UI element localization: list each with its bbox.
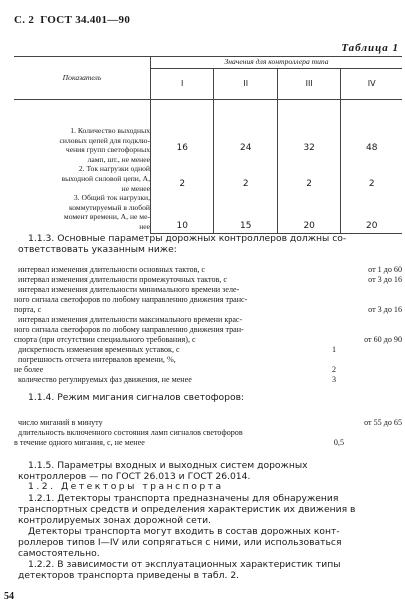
- parameter-item: длительность включенного состояния ламп сигналов светофоров в течение одного мигания, с, не менее 0,5: [14, 428, 344, 447]
- parameters-table: [14, 56, 402, 234]
- table-group-header: Значения для контроллера типа: [151, 57, 403, 69]
- table-cell: 16: [151, 100, 214, 165]
- table-row-label: 3. Общий ток нагрузки, коммутируемый в любой момент времени, А, не ме- нее: [63, 193, 150, 231]
- parameter-item: погрешность отсчета интервалов времени, %, не более 2: [14, 355, 336, 374]
- table-cell: 32: [277, 100, 340, 165]
- page-number: 54: [4, 591, 14, 602]
- table-cell: 15: [214, 193, 277, 233]
- standard-id: ГОСТ 34.401—90: [40, 14, 131, 26]
- parameter-item: число миганий в минуту от 55 до 65: [18, 418, 402, 427]
- table-row-label: 2. Ток нагрузки одной выходной силовой цепи, А, не менее: [61, 164, 150, 193]
- table-row-label: 1. Количество выходных силовых цепей для подклю- чения групп светофорных ламп, шт., не менее: [59, 126, 150, 164]
- table-cell: 20: [341, 193, 402, 233]
- type-header: III: [277, 69, 340, 100]
- table-cell: 2: [341, 164, 402, 193]
- parameter-item: интервал изменения длительности максимального времени крас- ного сигнала светофоров по любому направлению движения тран- спорта (при отсутствии специального требования), с от 60 до 90: [14, 315, 402, 344]
- section-1-1-4-intro: 1.1.4. Режим мигания сигналов светофоров:: [28, 392, 245, 403]
- parameter-item: количество регулируемых фаз движения, не менее 3: [18, 375, 336, 384]
- table-cell: 24: [214, 100, 277, 165]
- parameter-item: интервал изменения длительности основных тактов, с от 1 до 60: [18, 265, 402, 274]
- table-cell: 2: [151, 164, 214, 193]
- table-cell: 10: [151, 193, 214, 233]
- section-1-1-5: 1.1.5. Параметры входных и выходных систем дорожных контроллеров — по ГОСТ 26.013 и ГОСТ 26.014.: [18, 460, 308, 482]
- section-1-2-1: 1.2.1. Детекторы транспорта предназначены для обнаружения транспортных средств и определения характеристик их движения в контролируемых зонах дорожной сети.: [18, 493, 356, 526]
- type-header: I: [151, 69, 214, 100]
- section-1-2-heading: 1.2. Детекторы транспорта: [28, 481, 224, 492]
- parameter-item: дискретность изменения временных уставок, с 1: [18, 345, 336, 354]
- section-1-2-2: 1.2.2. В зависимости от эксплуатационных характеристик типы детекторов транспорта приведены в табл. 2.: [18, 559, 341, 581]
- page-header: [14, 14, 130, 26]
- table-cell: 48: [341, 100, 402, 165]
- table-cell: 2: [214, 164, 277, 193]
- parameter-item: интервал изменения длительности минимального времени зеле- ного сигнала светофоров по любому направлению движения транс- порта, с от 3 до 16: [14, 285, 402, 314]
- type-header: II: [214, 69, 277, 100]
- table-caption: Таблица 1: [341, 42, 399, 54]
- section-1-2-1-p2: Детекторы транспорта могут входить в состав дорожных конт- роллеров типов I—IV или сопрягаться с ними, или использоваться самостоятельно.: [18, 526, 342, 559]
- section-1-1-3-list: [14, 265, 402, 385]
- table-cell: 20: [277, 193, 340, 233]
- section-1-1-4-list: [14, 418, 402, 448]
- table-column-header: Показатель: [14, 57, 151, 100]
- parameter-item: интервал изменения длительности промежуточных тактов, с от 3 до 16: [18, 275, 402, 284]
- page-label: С. 2: [14, 14, 35, 26]
- table-cell: 2: [277, 164, 340, 193]
- section-1-1-3-intro: 1.1.3. Основные параметры дорожных контроллеров должны со- ответствовать указанным ниже:: [18, 233, 347, 255]
- type-header: IV: [341, 69, 402, 100]
